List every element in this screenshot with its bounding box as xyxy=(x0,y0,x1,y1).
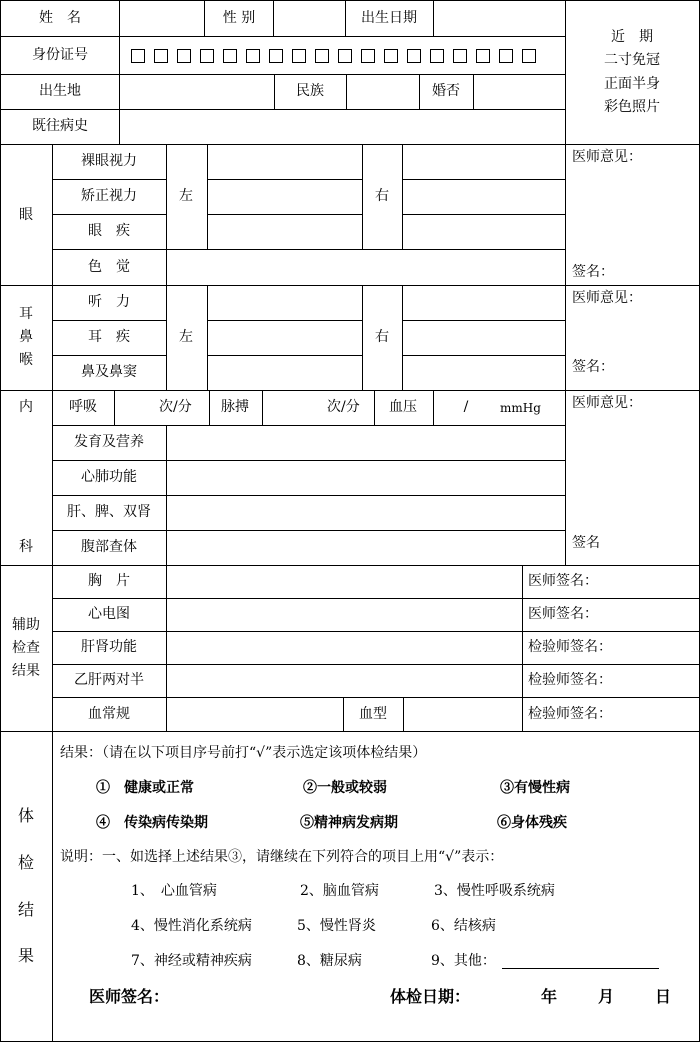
eye-right-label: 右 xyxy=(375,188,389,204)
id-digit-box[interactable] xyxy=(476,49,490,63)
ent-section-label: 喉 xyxy=(19,352,33,368)
ent-left-label: 左 xyxy=(179,329,193,345)
line-v xyxy=(402,144,403,249)
line-v xyxy=(565,0,566,565)
ent-section-label: 耳 xyxy=(19,306,33,322)
blood-pressure-unit: mmHg xyxy=(500,401,541,415)
internal-row-label: 肝、脾、双肾 xyxy=(67,504,151,520)
result-instruction: 结果：（请在以下项目序号前打“√”表示选定该项体检结果） xyxy=(60,745,427,761)
id-digit-box[interactable] xyxy=(223,49,237,63)
line-v xyxy=(207,285,208,390)
line-v xyxy=(273,0,274,36)
line-h xyxy=(0,144,700,145)
ent-row-label: 听 力 xyxy=(88,294,130,310)
id-digit-box[interactable] xyxy=(131,49,145,63)
result-section-label: 结 xyxy=(17,900,35,919)
line-v xyxy=(403,697,404,731)
gender-label: 性 别 xyxy=(222,10,256,26)
id-digit-box[interactable] xyxy=(430,49,444,63)
pulse-label: 脉搏 xyxy=(221,399,249,415)
line-h xyxy=(207,355,362,356)
result-section-label: 检 xyxy=(17,853,35,872)
line-h xyxy=(52,179,166,180)
internal-row-label: 心肺功能 xyxy=(81,469,137,485)
line-h xyxy=(0,109,565,110)
line-v xyxy=(433,390,434,425)
line-v xyxy=(166,144,167,390)
result-option[interactable]: ②一般或较弱 xyxy=(303,780,387,796)
disease-item[interactable]: 7、神经或精神疾病 xyxy=(131,953,252,969)
respiration-label: 呼吸 xyxy=(69,399,97,415)
line-h xyxy=(52,320,166,321)
line-h xyxy=(52,425,565,426)
line-v xyxy=(343,697,344,731)
blood-pressure-label: 血压 xyxy=(389,399,417,415)
result-note: 说明：一、如选择上述结果③，请继续在下列符合的项目上用“√”表示： xyxy=(60,849,504,865)
internal-doctor-opinion: 医师意见： xyxy=(572,395,642,411)
blood-type-label: 血型 xyxy=(359,706,387,722)
eye-doctor-opinion: 医师意见： xyxy=(572,149,642,165)
ent-section-label: 鼻 xyxy=(19,329,33,345)
disease-item[interactable]: 1、 心血管病 xyxy=(131,883,217,899)
id-digit-box[interactable] xyxy=(154,49,168,63)
aux-section-label: 结果 xyxy=(12,663,40,679)
ent-row-label: 耳 疾 xyxy=(88,329,130,345)
line-h xyxy=(402,320,565,321)
result-section-label: 体 xyxy=(17,806,35,825)
line-h xyxy=(52,460,565,461)
line-v xyxy=(166,565,167,731)
eye-row-label: 眼 疾 xyxy=(88,223,130,239)
eye-row-label: 色 觉 xyxy=(88,259,130,275)
line-h xyxy=(0,0,700,1)
id-digit-box[interactable] xyxy=(407,49,421,63)
line-h xyxy=(52,355,166,356)
aux-sign-label: 医师签名： xyxy=(528,573,598,589)
eye-signature: 签名： xyxy=(572,264,614,280)
line-v xyxy=(114,390,115,425)
result-option[interactable]: ⑥身体残疾 xyxy=(497,815,567,831)
internal-signature: 签名 xyxy=(572,535,600,551)
respiration-unit: 次/分 xyxy=(159,399,192,415)
line-h xyxy=(402,214,565,215)
aux-row-label: 乙肝两对半 xyxy=(74,672,144,688)
line-v xyxy=(346,74,347,109)
aux-row-label: 肝肾功能 xyxy=(81,639,137,655)
id-digit-box[interactable] xyxy=(200,49,214,63)
id-digit-box[interactable] xyxy=(177,49,191,63)
line-h xyxy=(52,214,166,215)
photo-placeholder-line: 二寸免冠 xyxy=(604,52,660,68)
birthplace-label: 出生地 xyxy=(39,83,81,99)
id-digit-box[interactable] xyxy=(269,49,283,63)
aux-row-label: 心电图 xyxy=(88,606,130,622)
line-h xyxy=(52,249,565,250)
line-h xyxy=(207,320,362,321)
disease-item[interactable]: 6、结核病 xyxy=(431,918,496,934)
id-digit-box[interactable] xyxy=(522,49,536,63)
result-option[interactable]: ⑤精神病发病期 xyxy=(300,815,398,831)
result-option[interactable]: ③有慢性病 xyxy=(500,780,570,796)
line-v xyxy=(204,0,205,36)
line-v xyxy=(362,285,363,390)
line-h xyxy=(207,214,362,215)
disease-item[interactable]: 3、慢性呼吸系统病 xyxy=(434,883,555,899)
disease-item[interactable]: 2、脑血管病 xyxy=(300,883,379,899)
result-option[interactable]: ④ 传染病传染期 xyxy=(96,815,208,831)
id-digit-box[interactable] xyxy=(338,49,352,63)
line-v xyxy=(52,144,53,1042)
internal-row-label: 发育及营养 xyxy=(74,434,144,450)
line-h xyxy=(402,179,565,180)
disease-item[interactable]: 9、其他： xyxy=(431,953,496,969)
line-v xyxy=(207,144,208,249)
blood-pressure-slash: / xyxy=(463,399,469,415)
disease-item[interactable]: 8、糖尿病 xyxy=(297,953,362,969)
ethnicity-label: 民族 xyxy=(296,83,324,99)
line-v xyxy=(362,144,363,249)
medical-history-label: 既往病史 xyxy=(32,118,88,134)
pulse-unit: 次/分 xyxy=(327,399,360,415)
line-v xyxy=(374,390,375,425)
aux-sign-label: 医师签名： xyxy=(528,606,598,622)
exam-date-month: 月 xyxy=(598,987,615,1006)
ent-right-label: 右 xyxy=(375,329,389,345)
line-h xyxy=(52,664,700,665)
eye-row-label: 裸眼视力 xyxy=(81,153,137,169)
aux-sign-label: 检验师签名： xyxy=(528,706,612,722)
line-v xyxy=(402,285,403,390)
line-h xyxy=(0,731,700,732)
internal-row-label: 腹部查体 xyxy=(81,539,137,555)
eye-section-label: 眼 xyxy=(19,207,33,223)
line-v xyxy=(119,0,120,144)
line-v xyxy=(433,0,434,36)
aux-row-label: 胸 片 xyxy=(88,573,130,589)
eye-left-label: 左 xyxy=(179,188,193,204)
line-h xyxy=(402,355,565,356)
line-h xyxy=(207,179,362,180)
aux-section-label: 检查 xyxy=(12,640,40,656)
line-v xyxy=(166,425,167,565)
line-h xyxy=(52,495,565,496)
line-v xyxy=(209,390,210,425)
line-h xyxy=(0,390,700,391)
line-v xyxy=(262,390,263,425)
line-h xyxy=(52,598,700,599)
photo-placeholder-line: 近 期 xyxy=(611,29,653,45)
result-section-label: 果 xyxy=(17,946,35,965)
line-v xyxy=(274,74,275,109)
aux-sign-label: 检验师签名： xyxy=(528,672,612,688)
line-h xyxy=(0,565,700,566)
line-h xyxy=(52,697,700,698)
ent-doctor-opinion: 医师意见： xyxy=(572,290,642,306)
line-v xyxy=(419,74,420,109)
eye-row-label: 矫正视力 xyxy=(81,188,137,204)
id-digit-box[interactable] xyxy=(453,49,467,63)
disease-item[interactable]: 5、慢性肾炎 xyxy=(297,918,376,934)
line-h xyxy=(0,36,565,37)
name-label: 姓 名 xyxy=(39,10,81,26)
photo-placeholder-line: 彩色照片 xyxy=(604,99,660,115)
line-v xyxy=(345,0,346,36)
disease-item[interactable]: 4、慢性消化系统病 xyxy=(131,918,252,934)
line-v xyxy=(0,0,1,1042)
id-digit-box[interactable] xyxy=(292,49,306,63)
id-digit-box[interactable] xyxy=(499,49,513,63)
aux-row-label: 血常规 xyxy=(88,706,130,722)
exam-date-year: 年 xyxy=(541,987,558,1006)
exam-date-label: 体检日期： xyxy=(390,987,471,1006)
line-h xyxy=(0,285,700,286)
line-v xyxy=(473,74,474,109)
photo-placeholder-line: 正面半身 xyxy=(604,76,660,92)
other-disease-blank-line[interactable] xyxy=(502,968,659,969)
internal-section-label: 科 xyxy=(19,539,33,555)
id-number-label: 身份证号 xyxy=(32,47,88,63)
internal-section-label: 内 xyxy=(19,399,33,415)
marital-label: 婚否 xyxy=(432,83,460,99)
birth-date-label: 出生日期 xyxy=(361,10,417,26)
line-h xyxy=(0,74,565,75)
id-digit-box[interactable] xyxy=(361,49,375,63)
ent-row-label: 鼻及鼻窦 xyxy=(81,364,137,380)
line-v xyxy=(522,565,523,731)
id-digit-box[interactable] xyxy=(246,49,260,63)
line-h xyxy=(52,530,565,531)
id-digit-box[interactable] xyxy=(315,49,329,63)
exam-date-day: 日 xyxy=(655,987,672,1006)
ent-signature: 签名： xyxy=(572,359,614,375)
id-digit-box[interactable] xyxy=(384,49,398,63)
result-option[interactable]: ① 健康或正常 xyxy=(96,780,194,796)
result-doctor-signature: 医师签名： xyxy=(89,987,170,1006)
aux-sign-label: 检验师签名： xyxy=(528,639,612,655)
aux-section-label: 辅助 xyxy=(12,617,40,633)
line-h xyxy=(52,631,700,632)
